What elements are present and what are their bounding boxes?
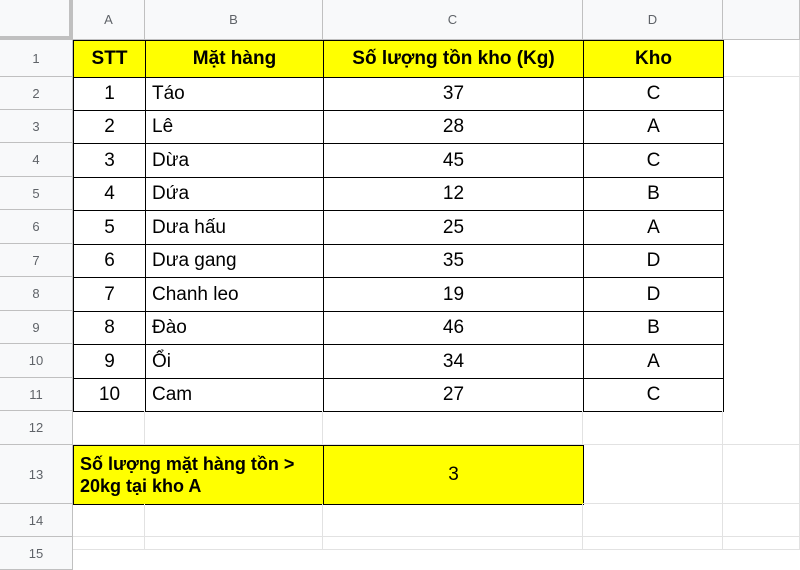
cell-stt[interactable]: 4 [73, 177, 146, 211]
row-header-2[interactable]: 2 [0, 77, 73, 110]
column-header-b[interactable]: B [145, 0, 323, 40]
cell-stt[interactable]: 8 [73, 311, 146, 345]
select-all-corner[interactable] [0, 0, 73, 40]
header-warehouse[interactable]: Kho [583, 40, 724, 78]
empty-cell[interactable] [323, 504, 583, 537]
cell-item[interactable]: Cam [145, 378, 324, 412]
column-header-d[interactable]: D [583, 0, 723, 40]
cell-item[interactable]: Dứa [145, 177, 324, 211]
empty-cell[interactable] [323, 537, 583, 550]
cell-item[interactable]: Táo [145, 77, 324, 111]
row-header-10[interactable]: 10 [0, 344, 73, 378]
cell-quantity[interactable]: 34 [323, 344, 584, 379]
cell-stt[interactable]: 5 [73, 210, 146, 245]
cell-quantity[interactable]: 27 [323, 378, 584, 412]
cell-quantity[interactable]: 37 [323, 77, 584, 111]
cell-quantity[interactable]: 19 [323, 277, 584, 312]
empty-cell[interactable] [723, 445, 800, 504]
cell-stt[interactable]: 1 [73, 77, 146, 111]
row-header-4[interactable]: 4 [0, 143, 73, 177]
empty-cell[interactable] [73, 504, 145, 537]
cell-item[interactable]: Chanh leo [145, 277, 324, 312]
cell-item[interactable]: Đào [145, 311, 324, 345]
cell-stt[interactable]: 7 [73, 277, 146, 312]
cell-quantity[interactable]: 25 [323, 210, 584, 245]
cell-warehouse[interactable]: C [583, 143, 724, 178]
header-item[interactable]: Mặt hàng [145, 40, 324, 78]
row-header-5[interactable]: 5 [0, 177, 73, 210]
column-header-e[interactable] [723, 0, 800, 40]
cell-warehouse[interactable]: D [583, 277, 724, 312]
empty-cell[interactable] [323, 411, 583, 445]
cell-quantity[interactable]: 46 [323, 311, 584, 345]
cell-stt[interactable]: 6 [73, 244, 146, 278]
empty-cell[interactable] [583, 445, 723, 504]
row-header-1[interactable]: 1 [0, 40, 73, 77]
row-header-14[interactable]: 14 [0, 504, 73, 537]
cell-quantity[interactable]: 12 [323, 177, 584, 211]
column-header-c[interactable]: C [323, 0, 583, 40]
header-quantity[interactable]: Số lượng tồn kho (Kg) [323, 40, 584, 78]
empty-cell[interactable] [723, 504, 800, 537]
summary-label-cell[interactable]: Số lượng mặt hàng tồn > 20kg tại kho A [73, 445, 324, 505]
row-header-7[interactable]: 7 [0, 244, 73, 277]
empty-cell[interactable] [583, 411, 723, 445]
cell-quantity[interactable]: 45 [323, 143, 584, 178]
cell-stt[interactable]: 2 [73, 110, 146, 144]
cell-warehouse[interactable]: D [583, 244, 724, 278]
empty-cell[interactable] [73, 411, 145, 445]
cell-warehouse[interactable]: B [583, 311, 724, 345]
cell-warehouse[interactable]: C [583, 77, 724, 111]
cell-item[interactable]: Ổi [145, 344, 324, 379]
cell-quantity[interactable]: 28 [323, 110, 584, 144]
cell-stt[interactable]: 9 [73, 344, 146, 379]
row-header-13[interactable]: 13 [0, 445, 73, 504]
cell-item[interactable]: Dưa gang [145, 244, 324, 278]
row-header-8[interactable]: 8 [0, 277, 73, 311]
column-header-a[interactable]: A [73, 0, 145, 40]
cell-warehouse[interactable]: C [583, 378, 724, 412]
empty-cell[interactable] [145, 504, 323, 537]
cell-item[interactable]: Dừa [145, 143, 324, 178]
row-header-15[interactable]: 15 [0, 537, 73, 570]
cell-warehouse[interactable]: B [583, 177, 724, 211]
cell-quantity[interactable]: 35 [323, 244, 584, 278]
row-header-6[interactable]: 6 [0, 210, 73, 244]
cell-stt[interactable]: 10 [73, 378, 146, 412]
empty-cell[interactable] [145, 411, 323, 445]
cell-item[interactable]: Lê [145, 110, 324, 144]
header-stt[interactable]: STT [73, 40, 146, 78]
cell-warehouse[interactable]: A [583, 210, 724, 245]
empty-cell[interactable] [145, 537, 323, 550]
cell-stt[interactable]: 3 [73, 143, 146, 178]
empty-cell[interactable] [723, 537, 800, 550]
cell-warehouse[interactable]: A [583, 344, 724, 379]
row-header-3[interactable]: 3 [0, 110, 73, 143]
row-header-12[interactable]: 12 [0, 411, 73, 445]
empty-cell[interactable] [583, 537, 723, 550]
cell-item[interactable]: Dưa hấu [145, 210, 324, 245]
empty-cell[interactable] [723, 77, 800, 412]
empty-cell[interactable] [723, 40, 800, 77]
empty-cell[interactable] [73, 537, 145, 550]
empty-cell[interactable] [723, 411, 800, 445]
summary-value-cell[interactable]: 3 [323, 445, 584, 505]
empty-cell[interactable] [583, 504, 723, 537]
row-header-9[interactable]: 9 [0, 311, 73, 344]
row-header-11[interactable]: 11 [0, 378, 73, 411]
cell-warehouse[interactable]: A [583, 110, 724, 144]
